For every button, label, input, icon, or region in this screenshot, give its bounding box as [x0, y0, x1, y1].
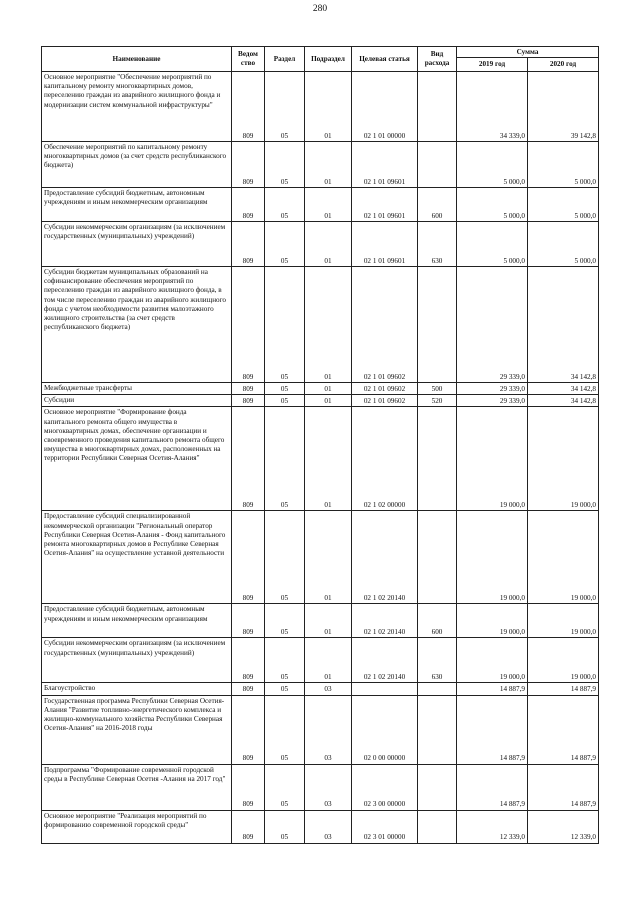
cell-ministry: 809: [232, 511, 265, 604]
cell-target: 02 3 00 00000: [352, 764, 418, 810]
cell-name: Субсидии некоммерческим организациям (за исключением государственных (муниципальных) учреждений): [42, 638, 232, 683]
cell-target: 02 3 01 00000: [352, 810, 418, 843]
cell-subsection: 01: [305, 395, 352, 407]
cell-sum-2020: 14 887,9: [528, 695, 599, 764]
cell-section: 05: [265, 222, 305, 267]
cell-target: 02 1 02 00000: [352, 407, 418, 511]
cell-section: 05: [265, 407, 305, 511]
cell-expense-type: [418, 407, 457, 511]
cell-subsection: 01: [305, 604, 352, 638]
cell-ministry: 809: [232, 695, 265, 764]
table-row: [42, 511, 599, 604]
cell-section: 05: [265, 604, 305, 638]
table-row: [42, 222, 599, 267]
header-name: Наименование: [42, 47, 232, 72]
cell-expense-type: 500: [418, 383, 457, 395]
header-ministry: Ведом ство: [232, 47, 265, 72]
cell-target: 02 0 00 00000: [352, 695, 418, 764]
cell-section: 05: [265, 188, 305, 222]
cell-sum-2020: 5 000,0: [528, 188, 599, 222]
cell-section: 05: [265, 395, 305, 407]
cell-subsection: 01: [305, 188, 352, 222]
table-row: [42, 695, 599, 764]
cell-expense-type: [418, 142, 457, 188]
table-row: [42, 142, 599, 188]
cell-target: 02 1 01 09601: [352, 188, 418, 222]
cell-expense-type: 600: [418, 604, 457, 638]
cell-sum-2019: 14 887,9: [457, 695, 528, 764]
cell-sum-2019: 34 339,0: [457, 72, 528, 142]
header-row-top: [42, 47, 599, 58]
cell-ministry: 809: [232, 638, 265, 683]
cell-subsection: 01: [305, 407, 352, 511]
cell-sum-2020: 19 000,0: [528, 511, 599, 604]
cell-section: 05: [265, 267, 305, 383]
cell-sum-2019: 29 339,0: [457, 267, 528, 383]
cell-section: 05: [265, 638, 305, 683]
cell-expense-type: 520: [418, 395, 457, 407]
cell-subsection: 03: [305, 810, 352, 843]
cell-sum-2019: 5 000,0: [457, 142, 528, 188]
table-row: [42, 810, 599, 843]
cell-expense-type: [418, 72, 457, 142]
cell-ministry: 809: [232, 395, 265, 407]
cell-subsection: 03: [305, 683, 352, 695]
cell-sum-2019: 29 339,0: [457, 383, 528, 395]
cell-subsection: 01: [305, 267, 352, 383]
cell-target: 02 1 01 09602: [352, 395, 418, 407]
cell-expense-type: 630: [418, 222, 457, 267]
cell-name: Основное мероприятие "Формирование фонда капитального ремонта общего имущества в многоквартирных домах, обеспечение организации и своевременного проведения капитального ремонта общего имущества в многоквартирных домах, расположенных на территории Республики Северная Осетия-Алания": [42, 407, 232, 511]
table-row: [42, 267, 599, 383]
cell-expense-type: [418, 267, 457, 383]
table-row: [42, 72, 599, 142]
header-year-2020: 2020 год: [528, 58, 599, 72]
cell-target: 02 1 02 20140: [352, 604, 418, 638]
cell-ministry: 809: [232, 267, 265, 383]
cell-name: Обеспечение мероприятий по капитальному ремонту многоквартирных домов (за счет средств республиканского бюджета): [42, 142, 232, 188]
cell-section: 05: [265, 383, 305, 395]
cell-section: 05: [265, 764, 305, 810]
cell-target: 02 1 01 09602: [352, 383, 418, 395]
cell-target: 02 1 01 09602: [352, 267, 418, 383]
cell-ministry: 809: [232, 764, 265, 810]
cell-ministry: 809: [232, 142, 265, 188]
cell-subsection: 01: [305, 383, 352, 395]
cell-section: 05: [265, 683, 305, 695]
cell-ministry: 809: [232, 188, 265, 222]
cell-sum-2020: 34 142,8: [528, 267, 599, 383]
cell-sum-2019: 19 000,0: [457, 407, 528, 511]
cell-subsection: 03: [305, 764, 352, 810]
cell-expense-type: 600: [418, 188, 457, 222]
cell-name: Благоустройство: [42, 683, 232, 695]
cell-target: 02 1 01 09601: [352, 222, 418, 267]
table-row: [42, 407, 599, 511]
cell-ministry: 809: [232, 72, 265, 142]
cell-section: 05: [265, 72, 305, 142]
table-row: [42, 383, 599, 395]
cell-ministry: 809: [232, 407, 265, 511]
cell-subsection: 01: [305, 142, 352, 188]
cell-sum-2020: 34 142,8: [528, 383, 599, 395]
cell-sum-2019: 19 000,0: [457, 604, 528, 638]
cell-target: [352, 683, 418, 695]
header-subsection: Подраздел: [305, 47, 352, 72]
table-row: [42, 764, 599, 810]
cell-target: 02 1 02 20140: [352, 511, 418, 604]
cell-sum-2020: 34 142,8: [528, 395, 599, 407]
cell-section: 05: [265, 695, 305, 764]
cell-subsection: 01: [305, 511, 352, 604]
cell-sum-2020: 39 142,8: [528, 72, 599, 142]
cell-subsection: 03: [305, 695, 352, 764]
cell-name: Основное мероприятие "Обеспечение мероприятий по капитальному ремонту многоквартирных домов, переселению граждан из аварийного жилищного фонда и модернизации систем коммунальной инфраструктуры": [42, 72, 232, 142]
page-number: 280: [312, 4, 328, 14]
cell-name: Основное мероприятие "Реализация мероприятий по формированию современной городской среды": [42, 810, 232, 843]
cell-subsection: 01: [305, 72, 352, 142]
cell-sum-2019: 29 339,0: [457, 395, 528, 407]
table-row: [42, 683, 599, 695]
cell-name: Государственная программа Республики Северная Осетия-Алания "Развитие топливно-энергетического комплекса и жилищно-коммунального хозяйства Республики Северная Осетия-Алания" на 2016-2018 годы: [42, 695, 232, 764]
cell-expense-type: [418, 695, 457, 764]
table-body: [42, 72, 599, 844]
cell-sum-2020: 19 000,0: [528, 604, 599, 638]
cell-section: 05: [265, 142, 305, 188]
cell-sum-2019: 5 000,0: [457, 222, 528, 267]
cell-expense-type: [418, 764, 457, 810]
table-row: [42, 395, 599, 407]
cell-sum-2019: 14 887,9: [457, 764, 528, 810]
cell-ministry: 809: [232, 604, 265, 638]
header-year-2019: 2019 год: [457, 58, 528, 72]
cell-sum-2020: 14 887,9: [528, 683, 599, 695]
table-row: [42, 188, 599, 222]
cell-target: 02 1 01 00000: [352, 72, 418, 142]
cell-target: 02 1 01 09601: [352, 142, 418, 188]
cell-expense-type: [418, 810, 457, 843]
cell-name: Межбюджетные трансферты: [42, 383, 232, 395]
cell-ministry: 809: [232, 683, 265, 695]
cell-subsection: 01: [305, 638, 352, 683]
header-section: Раздел: [265, 47, 305, 72]
cell-name: Субсидии бюджетам муниципальных образований на софинансирование обеспечения мероприятий по переселению граждан из аварийного жилищного фонда, в том числе переселению граждан из аварийного жилищного фонда с учетом необходимости развития малоэтажного жилищного строительства (за счет средств республиканского бюджета): [42, 267, 232, 383]
table-row: [42, 638, 599, 683]
cell-sum-2020: 12 339,0: [528, 810, 599, 843]
cell-section: 05: [265, 511, 305, 604]
cell-name: Предоставление субсидий бюджетным, автономным учреждениям и иным некоммерческим организациям: [42, 188, 232, 222]
cell-expense-type: [418, 511, 457, 604]
header-target: Целевая статья: [352, 47, 418, 72]
cell-name: Предоставление субсидий специализированной некоммерческой организации "Региональный оператор Республики Северная Осетия-Алания - Фонд капитального ремонта многоквартирных домов в Республике Северная Осетия-Алания" на осуществление уставной деятельности: [42, 511, 232, 604]
cell-ministry: 809: [232, 222, 265, 267]
cell-sum-2019: 12 339,0: [457, 810, 528, 843]
cell-subsection: 01: [305, 222, 352, 267]
cell-expense-type: 630: [418, 638, 457, 683]
table-row: [42, 604, 599, 638]
cell-target: 02 1 02 20140: [352, 638, 418, 683]
cell-sum-2020: 19 000,0: [528, 638, 599, 683]
cell-name: Подпрограмма "Формирование современной городской среды в Республике Северная Осетия -Алания на 2017 год": [42, 764, 232, 810]
cell-name: Субсидии: [42, 395, 232, 407]
cell-sum-2020: 14 887,9: [528, 764, 599, 810]
cell-ministry: 809: [232, 810, 265, 843]
header-expense-type: Вид расхода: [418, 47, 457, 72]
cell-sum-2019: 14 887,9: [457, 683, 528, 695]
cell-sum-2020: 19 000,0: [528, 407, 599, 511]
cell-sum-2019: 19 000,0: [457, 511, 528, 604]
cell-section: 05: [265, 810, 305, 843]
cell-name: Субсидии некоммерческим организациям (за исключением государственных (муниципальных) учреждений): [42, 222, 232, 267]
cell-sum-2019: 19 000,0: [457, 638, 528, 683]
cell-sum-2020: 5 000,0: [528, 222, 599, 267]
budget-table: [41, 46, 599, 844]
cell-sum-2019: 5 000,0: [457, 188, 528, 222]
cell-expense-type: [418, 683, 457, 695]
header-sum: Сумма: [457, 47, 599, 58]
cell-ministry: 809: [232, 383, 265, 395]
cell-name: Предоставление субсидий бюджетным, автономным учреждениям и иным некоммерческим организациям: [42, 604, 232, 638]
cell-sum-2020: 5 000,0: [528, 142, 599, 188]
